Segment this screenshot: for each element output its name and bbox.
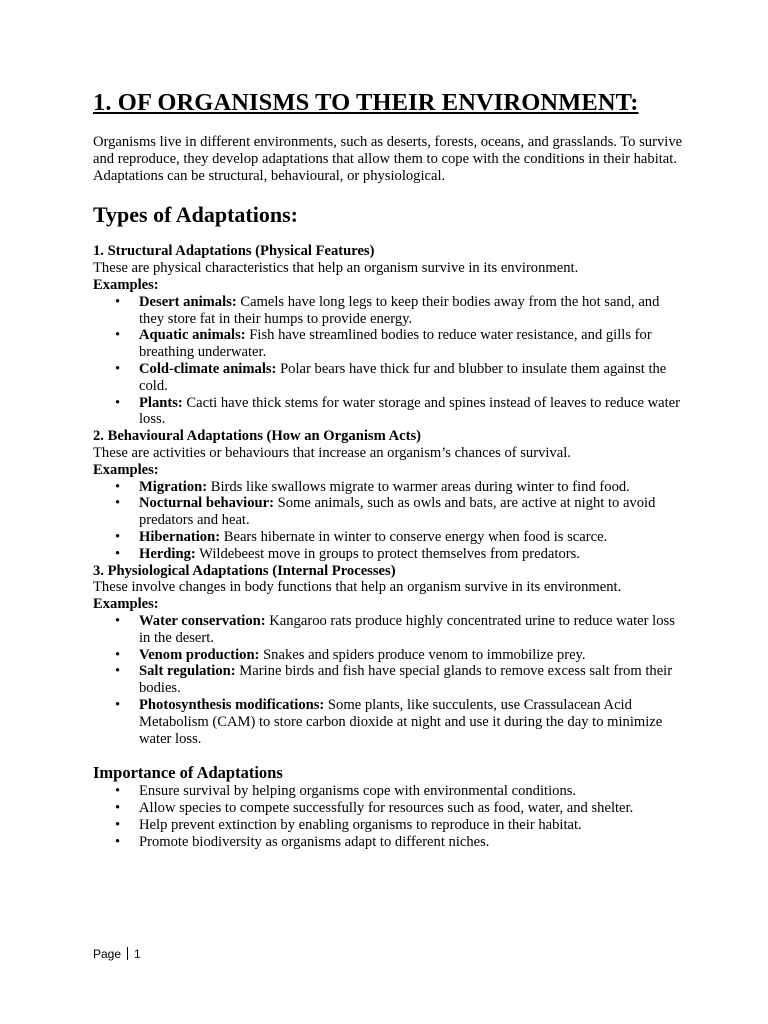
types-heading: Types of Adaptations:: [93, 202, 298, 228]
list-item: • Allow species to compete successfully for resources such as food, water, and shelter.: [93, 800, 683, 817]
example-list: [93, 479, 683, 563]
document-page: [93, 88, 683, 850]
section-description: These are physical characteristics that help an organism survive in its environment.: [93, 260, 579, 277]
page-label: Page: [93, 947, 122, 961]
section-physiological: [93, 563, 683, 748]
section-heading: 3. Physiological Adaptations (Internal Processes): [93, 562, 396, 579]
footer-divider: [127, 947, 128, 960]
section-structural: [93, 243, 683, 428]
example-list: [93, 294, 683, 428]
list-item: • Hibernation: Bears hibernate in winter to conserve energy when food is scarce.: [93, 529, 683, 546]
page-footer: [93, 947, 141, 961]
importance-list: [93, 783, 683, 850]
list-item: • Plants: Cacti have thick stems for water storage and spines instead of leaves to reduce water loss.: [93, 395, 683, 429]
list-item: • Promote biodiversity as organisms adapt to different niches.: [93, 834, 683, 851]
section-heading: 1. Structural Adaptations (Physical Features): [93, 243, 375, 260]
examples-label: Examples:: [93, 461, 159, 478]
document-title: 1. OF ORGANISMS TO THEIR ENVIRONMENT:: [93, 89, 639, 116]
intro-paragraph: Organisms live in different environments, such as deserts, forests, oceans, and grasslands. To survive and reproduce, they develop adaptations that allow them to cope with the conditions in their habitat. Adaptations can be structural, behavioural, or physiological.: [93, 134, 683, 184]
section-description: These involve changes in body functions that help an organism survive in its environment.: [93, 579, 622, 596]
examples-label: Examples:: [93, 596, 159, 613]
list-item: • Help prevent extinction by enabling organisms to reproduce in their habitat.: [93, 817, 683, 834]
page-number: 1: [134, 947, 141, 961]
examples-label: Examples:: [93, 276, 159, 293]
section-heading: 2. Behavioural Adaptations (How an Organism Acts): [93, 428, 421, 445]
list-item: • Desert animals: Camels have long legs to keep their bodies away from the hot sand, and they store fat in their humps to provide energy.: [93, 294, 683, 328]
importance-heading: Importance of Adaptations: [93, 763, 283, 783]
list-item: • Venom production: Snakes and spiders produce venom to immobilize prey.: [93, 647, 683, 664]
list-item: • Cold-climate animals: Polar bears have thick fur and blubber to insulate them against the cold.: [93, 361, 683, 395]
list-item: • Herding: Wildebeest move in groups to protect themselves from predators.: [93, 546, 683, 563]
list-item: • Ensure survival by helping organisms cope with environmental conditions.: [93, 783, 683, 800]
list-item: • Aquatic animals: Fish have streamlined bodies to reduce water resistance, and gills for breathing underwater.: [93, 327, 683, 361]
section-behavioural: [93, 428, 683, 562]
list-item: • Water conservation: Kangaroo rats produce highly concentrated urine to reduce water loss in the desert.: [93, 613, 683, 647]
list-item: • Photosynthesis modifications: Some plants, like succulents, use Crassulacean Acid Metabolism (CAM) to store carbon dioxide at night and use it during the day to minimize water loss.: [93, 697, 683, 747]
section-description: These are activities or behaviours that increase an organism’s chances of survival.: [93, 444, 571, 461]
list-item: • Migration: Birds like swallows migrate to warmer areas during winter to find food.: [93, 479, 683, 496]
example-list: [93, 613, 683, 747]
list-item: • Salt regulation: Marine birds and fish have special glands to remove excess salt from their bodies.: [93, 663, 683, 697]
list-item: • Nocturnal behaviour: Some animals, such as owls and bats, are active at night to avoid predators and heat.: [93, 495, 683, 529]
